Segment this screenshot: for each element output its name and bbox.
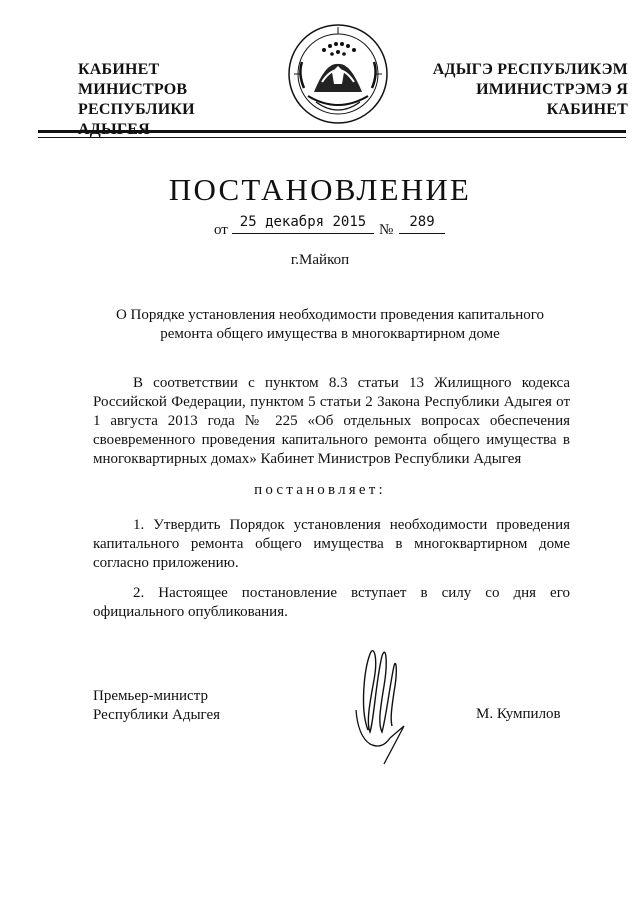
position-line-2: Республики Адыгея bbox=[93, 707, 221, 723]
header-divider-thin bbox=[38, 137, 626, 138]
issuer-name-adyghe bbox=[398, 60, 628, 120]
decree-word: постановляет: bbox=[254, 482, 386, 498]
issuer-line-1: КАБИНЕТ МИНИСТРОВ bbox=[78, 61, 188, 98]
document-type-title: ПОСТАНОВЛЕНИЕ bbox=[168, 172, 472, 207]
issuer-adyghe-line-1: АДЫГЭ РЕСПУБЛИКЭМ bbox=[432, 61, 628, 78]
issuer-line-2: РЕСПУБЛИКИ bbox=[78, 101, 195, 118]
handwritten-signature bbox=[340, 640, 420, 770]
number-prefix: № bbox=[379, 222, 394, 238]
signatory-name: М. Кумпилов bbox=[476, 706, 561, 722]
preamble-paragraph: В соответствии с пунктом 8.3 статьи 13 Жилищного кодекса Российской Федерации, пунктом 5 статьи 2 Закона Республики Адыгея от 1 августа 2013 года № 225 «Об отдельных вопросах обеспечения своевременного проведения капитального ремонта общего имущества в многоквартирных домах» Кабинет Министров Республики Адыгея bbox=[93, 375, 570, 467]
city: г.Майкоп bbox=[290, 252, 350, 268]
signatory-position bbox=[93, 687, 220, 725]
date-prefix: от bbox=[214, 222, 228, 238]
subject-line-2: ремонта общего имущества в многоквартирном доме bbox=[160, 326, 500, 342]
item-2-paragraph: 2. Настоящее постановление вступает в силу со дня его официального опубликования. bbox=[93, 585, 570, 620]
date-number-line bbox=[214, 214, 454, 240]
item-1-paragraph: 1. Утвердить Порядок установления необходимости проведения капитального ремонта общего имущества в многоквартирном доме согласно приложению. bbox=[93, 517, 570, 571]
position-line-1: Премьер-министр bbox=[93, 688, 208, 704]
document-date: 25 декабря 2015 bbox=[232, 214, 374, 234]
issuer-name-russian bbox=[78, 60, 268, 140]
subject-line-1: О Порядке установления необходимости проведения капитального bbox=[115, 307, 545, 323]
issuer-adyghe-line-2: ИМИНИСТРЭМЭ Я КАБИНЕТ bbox=[476, 81, 628, 118]
header-divider-thick bbox=[38, 130, 626, 133]
document-number: 289 bbox=[399, 214, 445, 234]
coat-of-arms-icon bbox=[286, 22, 390, 126]
document-subject bbox=[100, 306, 560, 344]
